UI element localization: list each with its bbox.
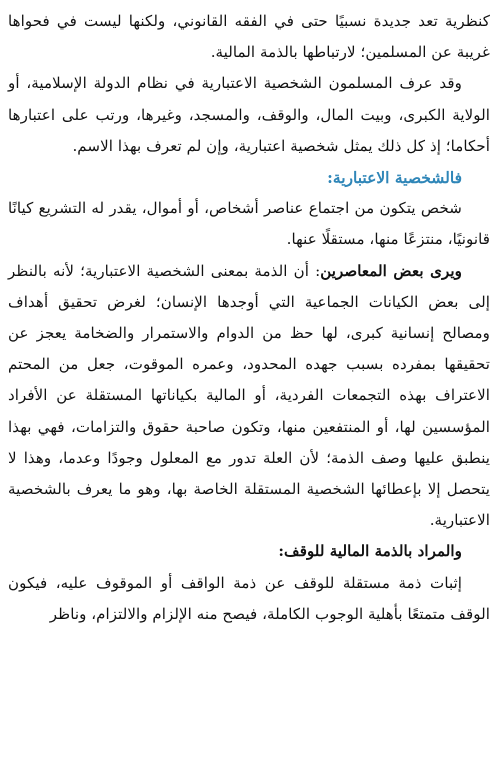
- paragraph-definition: شخص يتكون من اجتماع عناصر أشخاص، أو أموال، يقدر له التشريع كيانًا قانونيًا، منتزعًا منها، مستقلًا عنها.: [8, 199, 490, 249]
- section-heading-legal-personality: فالشخصية الاعتبارية:: [327, 168, 462, 188]
- section-heading-financial-liability: والمراد بالذمة المالية للوقف:: [278, 542, 462, 561]
- paragraph-waqf-liability: إثبات ذمة مستقلة للوقف عن ذمة الواقف أو الموقوف عليه، فيكون الوقف متمتعًا بأهلية الوجوب الكاملة، فيصح منه الإلزام والالتزام، وناظر: [8, 573, 490, 623]
- paragraph-contemporaries: [8, 256, 490, 537]
- contemporaries-lead: ويرى بعض المعاصرين: [320, 261, 462, 280]
- paragraph-intro: كنظرية تعد جديدة نسبيًا حتى في الفقه القانوني، ولكنها ليست في فحواها غريبة عن المسلمين؛ لارتباطها بالذمة المالية.: [8, 12, 490, 62]
- paragraph-muslims-knew: وقد عرف المسلمون الشخصية الاعتبارية في نظام الدولة الإسلامية، أو الولاية الكبرى، وبيت المال، والوقف، والمسجد، وغيرها، ورتب على اعتبارها أحكاما؛ إذ كل ذلك يمثل شخصية اعتبارية، وإن لم تعرف بهذا الاسم.: [8, 74, 490, 155]
- contemporaries-body: : أن الذمة بمعنى الشخصية الاعتبارية؛ لأنه بالنظر إلى بعض الكيانات الجماعية التي أوجدها الإنسان؛ لغرض تحقيق أهداف ومصالح إنسانية كبرى، لها حظ من الدوام والاستمرار والضخامة يعجز عن تحقيقها بمفرده بسبب جهده المحدود، وعمره الموقوت، جعل من المحتم الاعتراف بهذه التجمعات الفردية، أو المالية بكياناتها المستقلة عن الأفراد المؤسسين لها، أو المنتفعين منها، وتكون صاحبة حقوق والتزامات، فهي بهذا ينطبق عليها وصف الذمة؛ لأن العلة تدور مع المعلول وجودًا وعدما، وهذا لا يتحصل إلا بإعطائها الشخصية المستقلة الخاصة بها، وهو ما يعرف بالشخصية الاعتبارية.: [8, 261, 490, 530]
